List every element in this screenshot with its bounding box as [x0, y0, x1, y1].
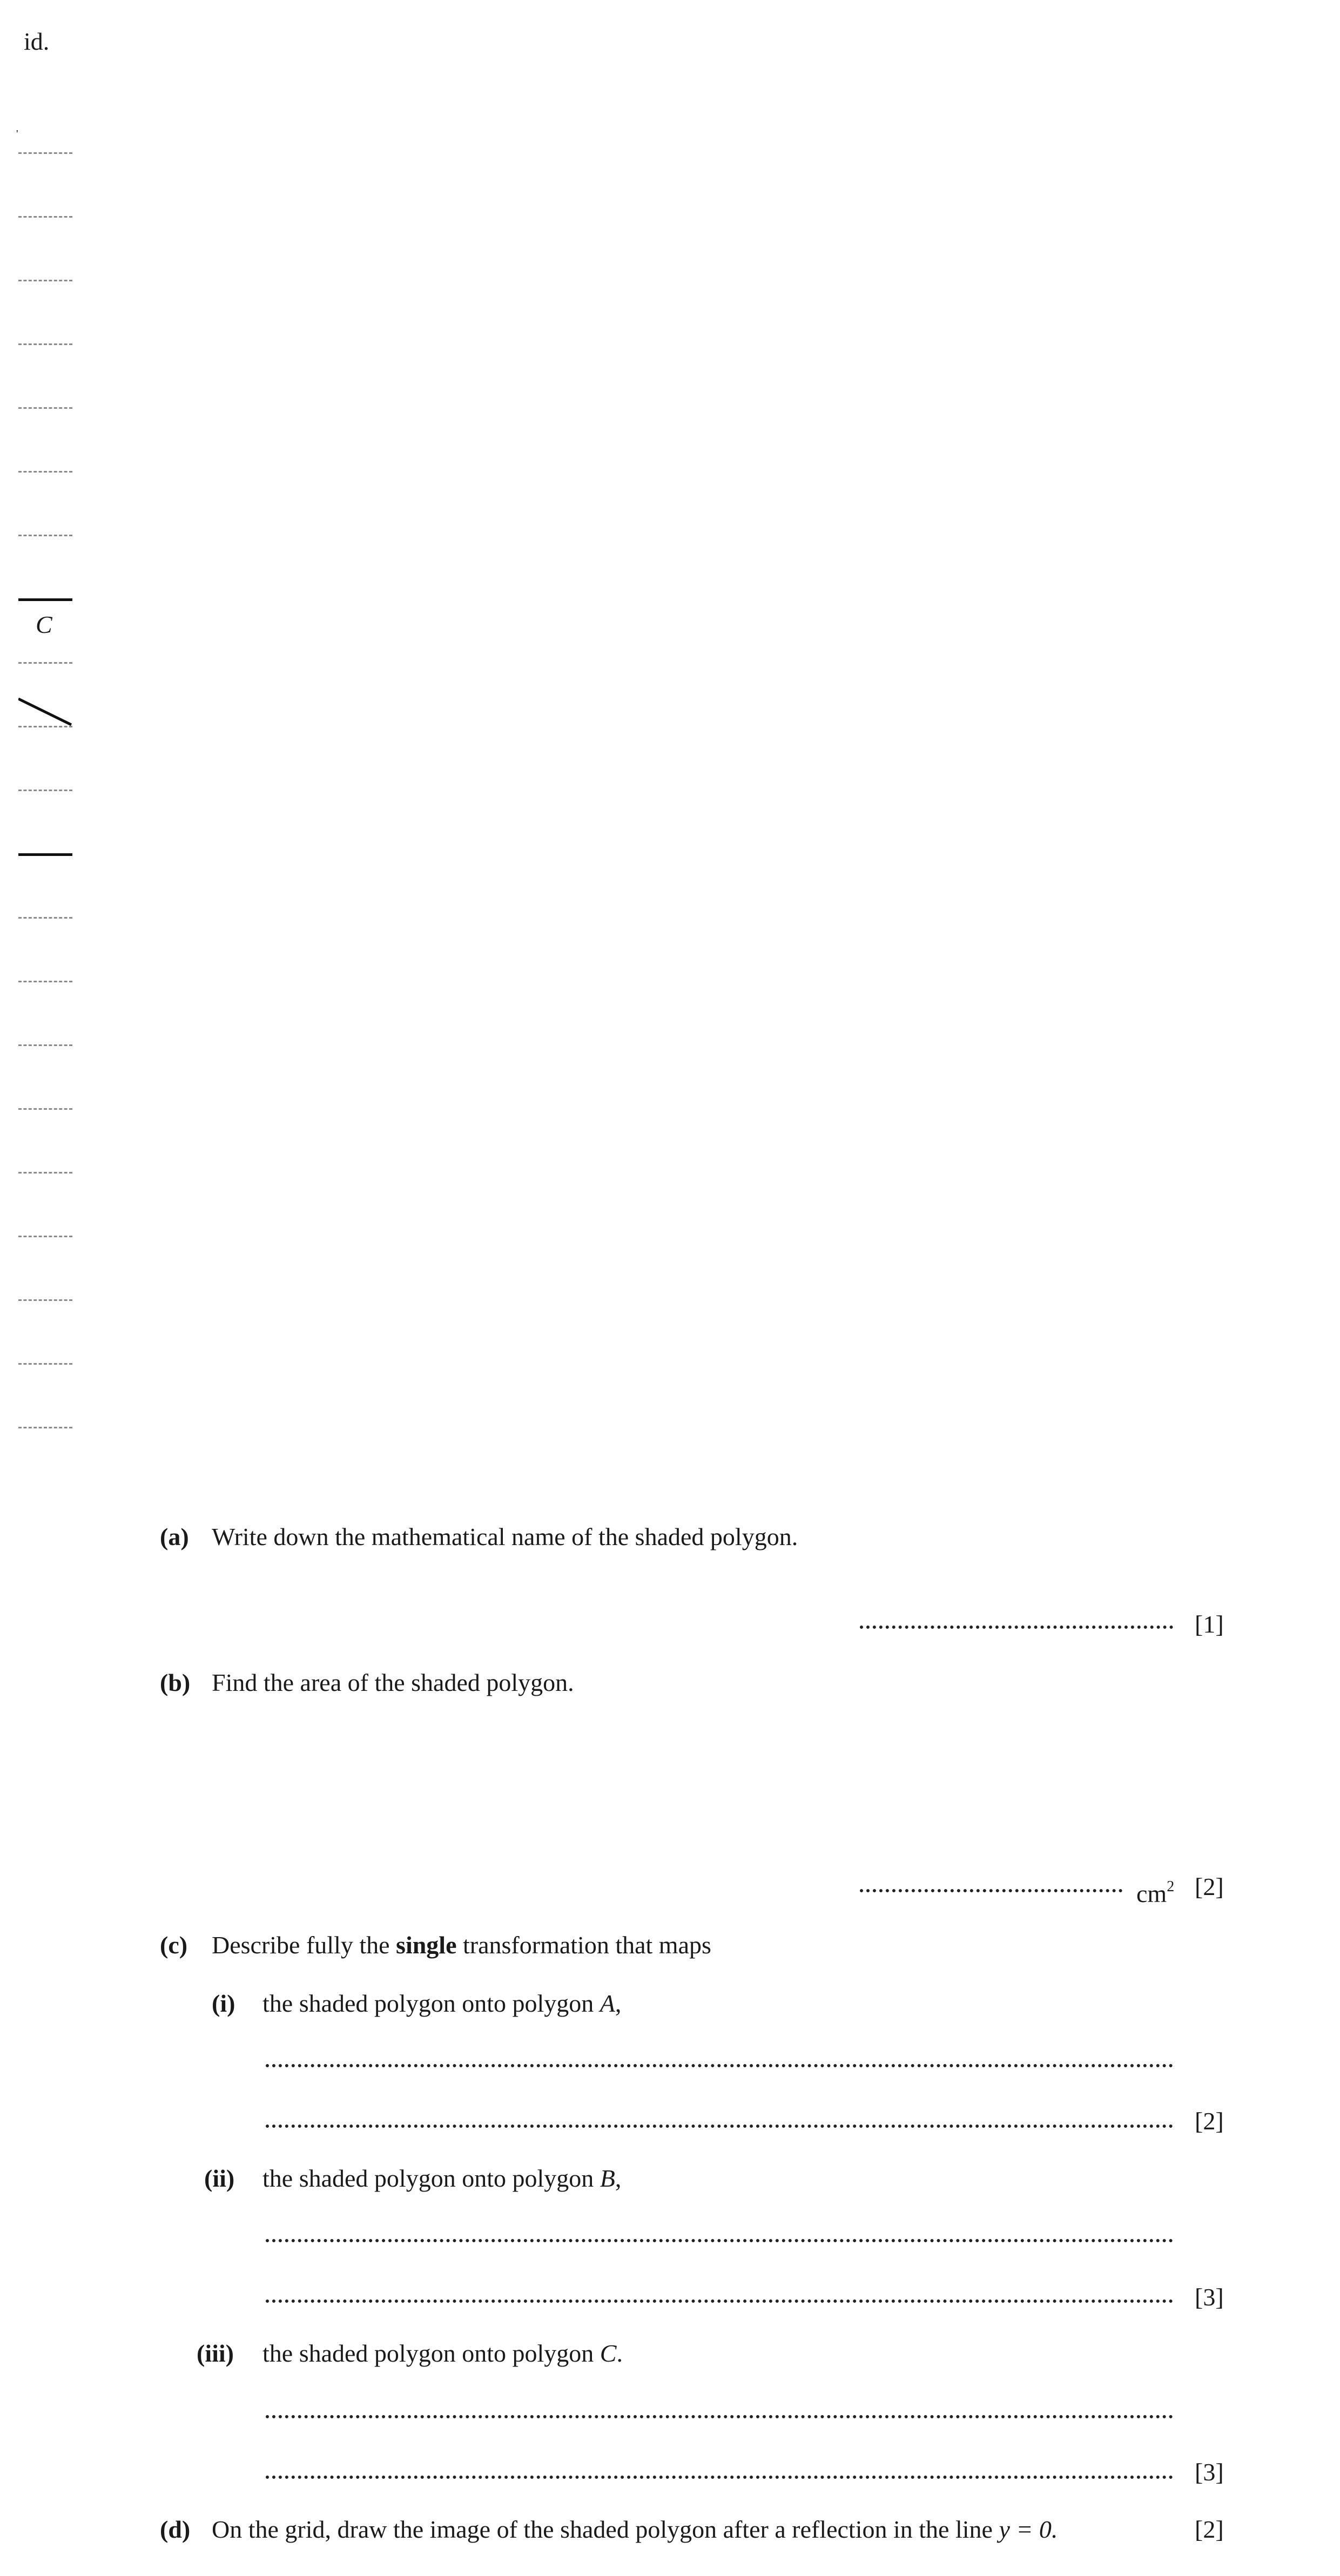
- grid-line: [18, 1363, 72, 1365]
- reflection-equation: y = 0.: [999, 2516, 1058, 2543]
- question-c-label: (c): [160, 1931, 188, 1959]
- grid-line: [18, 343, 72, 345]
- polygon-diagonal-edge: [18, 697, 72, 729]
- question-c-ii-text: [262, 2163, 621, 2194]
- mark-d: [2]: [1195, 2516, 1224, 2543]
- grid-line: [18, 1236, 72, 1237]
- polygon-edge: [18, 598, 72, 601]
- unit-cm2: [1136, 1872, 1174, 1909]
- grid-line: [18, 790, 72, 791]
- answer-line-c-i-1[interactable]: [266, 2064, 1173, 2067]
- mark-a: [1]: [1195, 1610, 1224, 1638]
- grid-edge-mark: ': [16, 128, 18, 140]
- grid-line: [18, 662, 72, 664]
- grid-line: [18, 1108, 72, 1110]
- grid-line: [18, 152, 72, 154]
- grid-line: [18, 535, 72, 536]
- question-d-text: [212, 2514, 1058, 2545]
- answer-line-c-ii-2[interactable]: [266, 2299, 1173, 2303]
- question-d-label: (d): [160, 2516, 191, 2543]
- answer-line-c-ii-1[interactable]: [266, 2239, 1173, 2242]
- question-c-text: [212, 1930, 711, 1960]
- part-text: the shaded polygon onto polygon: [262, 1990, 600, 2017]
- question-c-text-before: Describe fully the: [212, 1931, 396, 1959]
- grid-line: [18, 1172, 72, 1174]
- question-c-text-after: transformation that maps: [456, 1931, 711, 1959]
- grid-line: [18, 1299, 72, 1301]
- grid-line: [18, 407, 72, 409]
- grid-line: [18, 981, 72, 982]
- mark-c-ii: [3]: [1195, 2283, 1224, 2311]
- polygon-var: A: [600, 1990, 615, 2017]
- mark-c-i: [2]: [1195, 2107, 1224, 2135]
- mark-c-iii: [3]: [1195, 2458, 1224, 2486]
- part-end: .: [616, 2339, 623, 2367]
- question-d-body: On the grid, draw the image of the shaded polygon after a reflection in the line: [212, 2516, 999, 2543]
- answer-line-c-i-2[interactable]: [266, 2125, 1173, 2128]
- question-c-iii-text: [262, 2338, 623, 2369]
- unit-power: 2: [1167, 1878, 1175, 1895]
- unit-text: cm: [1136, 1880, 1167, 1907]
- grid-line: [18, 1044, 72, 1046]
- question-b-text: Find the area of the shaded polygon.: [212, 1669, 574, 1696]
- question-c-i-label: (i): [212, 1990, 235, 2017]
- grid-strip: [18, 146, 72, 1453]
- polygon-c-label: C: [36, 611, 52, 638]
- answer-line-a[interactable]: [860, 1626, 1173, 1629]
- grid-line: [18, 1427, 72, 1428]
- answer-line-c-iii-2[interactable]: [266, 2476, 1173, 2479]
- question-c-ii-label: (ii): [204, 2164, 235, 2192]
- grid-line: [18, 917, 72, 919]
- cut-off-text: id.: [24, 28, 50, 55]
- part-text: the shaded polygon onto polygon: [262, 2339, 600, 2367]
- answer-line-c-iii-1[interactable]: [266, 2415, 1173, 2418]
- grid-line: [18, 216, 72, 218]
- grid-line: [18, 726, 72, 727]
- mark-b: [2]: [1195, 1873, 1224, 1900]
- question-a-text: Write down the mathematical name of the shaded polygon.: [212, 1523, 798, 1550]
- question-b-label: (b): [160, 1669, 191, 1696]
- question-c-i-text: [262, 1988, 621, 2019]
- polygon-var: C: [600, 2339, 617, 2367]
- question-c-text-bold: single: [396, 1931, 457, 1959]
- grid-line: [18, 471, 72, 473]
- part-end: ,: [615, 2164, 622, 2192]
- polygon-edge: [18, 853, 72, 856]
- answer-line-b[interactable]: [860, 1889, 1122, 1892]
- part-text: the shaded polygon onto polygon: [262, 2164, 600, 2192]
- polygon-var: B: [600, 2164, 615, 2192]
- grid-line: [18, 280, 72, 281]
- question-a-label: (a): [160, 1523, 189, 1550]
- part-end: ,: [615, 1990, 622, 2017]
- question-c-iii-label: (iii): [197, 2339, 234, 2367]
